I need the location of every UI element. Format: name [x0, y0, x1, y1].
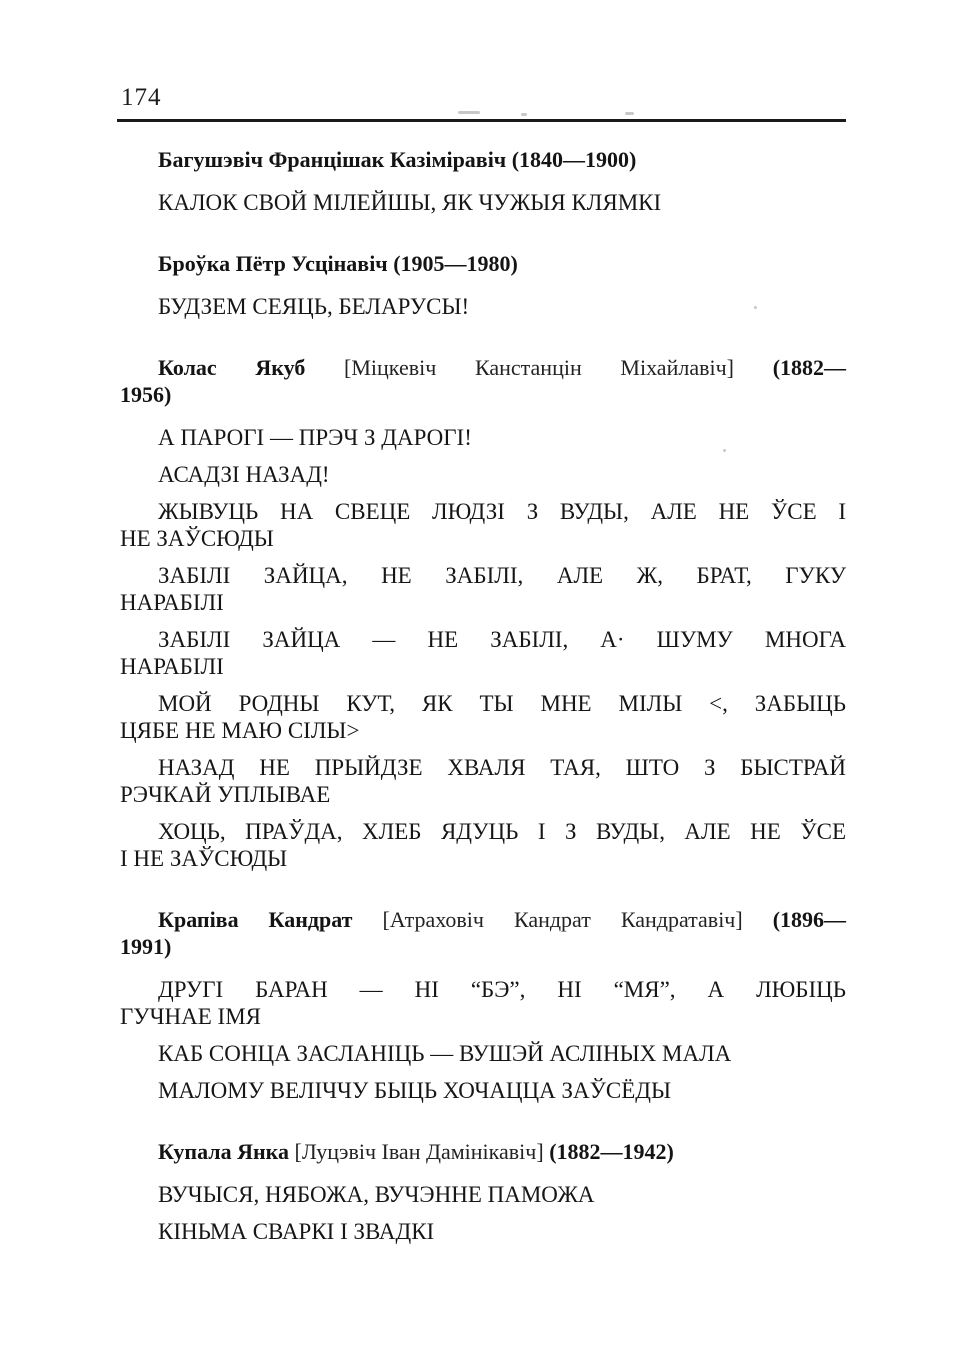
- author-entry: [120, 906, 846, 1104]
- quote-paragraph: [120, 976, 846, 1030]
- author-name: Колас Якуб: [158, 355, 306, 380]
- quote-line: МАЛОМУ ВЕЛІЧЧУ БЫЦЬ ХОЧАЦЦА ЗАЎСЁДЫ: [158, 1078, 672, 1103]
- author-entry: [120, 354, 846, 872]
- quote-paragraph: [120, 562, 846, 616]
- author-entry: [120, 250, 846, 320]
- author-name: Броўка Пётр Усцінавіч (1905—1980): [158, 251, 518, 276]
- scan-noise: [625, 112, 634, 115]
- quote-line: ЖЫВУЦЬ НА СВЕЦЕ ЛЮДЗІ З ВУДЫ, АЛЕ НЕ ЎСЕ І: [158, 499, 846, 524]
- author-name: 1991): [120, 934, 172, 959]
- author-real-name: [Атраховіч Кандрат Кандратавіч]: [382, 907, 743, 932]
- quote-line: ЗАБІЛІ ЗАЙЦА, НЕ ЗАБІЛІ, АЛЕ Ж, БРАТ, ГУКУ: [158, 563, 846, 588]
- author-line: [120, 146, 846, 173]
- author-line: [120, 1138, 846, 1165]
- author-dates: (1882—: [772, 355, 847, 380]
- author-heading: [120, 906, 846, 960]
- quote-line: КІНЬМА СВАРКІ І ЗВАДКІ: [158, 1219, 435, 1244]
- quote-paragraph: [120, 189, 846, 216]
- author-name: Крапіва Кандрат: [158, 907, 353, 932]
- page-number: 174: [121, 84, 162, 111]
- quote-paragraph: [120, 1181, 846, 1208]
- quote-paragraph: [120, 754, 846, 808]
- quote-line: ЗАБІЛІ ЗАЙЦА — НЕ ЗАБІЛІ, А· ШУМУ МНОГА: [158, 627, 846, 652]
- quote-line: МОЙ РОДНЫ КУТ, ЯК ТЫ МНЕ МІЛЫ <, ЗАБЫЦЬ: [158, 691, 846, 716]
- quote-paragraph: [120, 1077, 846, 1104]
- author-line: [120, 906, 846, 933]
- quote-line: КАБ СОНЦА ЗАСЛАНІЦЬ — ВУШЭЙ АСЛІНЫХ МАЛА: [158, 1041, 732, 1066]
- quote-paragraph: [120, 293, 846, 320]
- content: [120, 146, 846, 1255]
- quote-line: ДРУГІ БАРАН — НІ “БЭ”, НІ “МЯ”, А ЛЮБІЦЬ: [158, 977, 846, 1002]
- quote-paragraph: [120, 424, 846, 451]
- quote-line: ХОЦЬ, ПРАЎДА, ХЛЕБ ЯДУЦЬ І З ВУДЫ, АЛЕ НЕ ЎСЕ: [158, 819, 846, 844]
- quote-paragraph: [120, 461, 846, 488]
- quote-line: НАЗАД НЕ ПРЫЙДЗЕ ХВАЛЯ ТАЯ, ШТО З БЫСТРАЙ: [158, 755, 846, 780]
- quote-paragraph: [120, 1218, 846, 1245]
- author-line: [120, 354, 846, 381]
- quote-line: ВУЧЫСЯ, НЯБОЖА, ВУЧЭННЕ ПАМОЖА: [158, 1182, 595, 1207]
- quote-line: НАРАБІЛІ: [120, 654, 224, 679]
- quote-paragraph: [120, 818, 846, 872]
- author-dates: (1882—1942): [549, 1139, 674, 1164]
- scan-noise: [521, 113, 527, 116]
- author-name: 1956): [120, 382, 172, 407]
- quote-line: ГУЧНАЕ ІМЯ: [120, 1004, 261, 1029]
- quote-line: АСАДЗІ НАЗАД!: [158, 462, 330, 487]
- quote-line: А ПАРОГІ — ПРЭЧ З ДАРОГІ!: [158, 425, 472, 450]
- author-entry: [120, 1138, 846, 1245]
- author-line: [120, 250, 846, 277]
- quote-line: І НЕ ЗАЎСЮДЫ: [120, 846, 288, 871]
- author-name: Купала Янка: [158, 1139, 290, 1164]
- quote-line: НЕ ЗАЎСЮДЫ: [120, 526, 274, 551]
- author-heading: [120, 146, 846, 173]
- quote-line: РЭЧКАЙ УПЛЫВАЕ: [120, 782, 331, 807]
- quote-paragraph: [120, 498, 846, 552]
- author-heading: [120, 354, 846, 408]
- author-line: [120, 933, 846, 960]
- header-rule: [117, 119, 846, 122]
- quote-line: КАЛОК СВОЙ МІЛЕЙШЫ, ЯК ЧУЖЫЯ КЛЯМКІ: [158, 190, 662, 215]
- quote-paragraph: [120, 690, 846, 744]
- author-dates: (1896—: [772, 907, 847, 932]
- author-entry: [120, 146, 846, 216]
- author-heading: [120, 250, 846, 277]
- author-name: Багушэвіч Францішак Казіміравіч (1840—1900): [158, 147, 637, 172]
- quote-line: НАРАБІЛІ: [120, 590, 224, 615]
- author-real-name: [Міцкевіч Канстанцін Міхайлавіч]: [344, 355, 734, 380]
- scan-noise: [458, 111, 480, 114]
- author-heading: [120, 1138, 846, 1165]
- quote-paragraph: [120, 1040, 846, 1067]
- quote-line: БУДЗЕМ СЕЯЦЬ, БЕЛАРУСЫ!: [158, 294, 470, 319]
- quote-line: ЦЯБЕ НЕ МАЮ СІЛЫ>: [120, 718, 360, 743]
- quote-paragraph: [120, 626, 846, 680]
- author-real-name: [Луцэвіч Іван Дамінікавіч]: [294, 1139, 544, 1164]
- author-line: [120, 381, 846, 408]
